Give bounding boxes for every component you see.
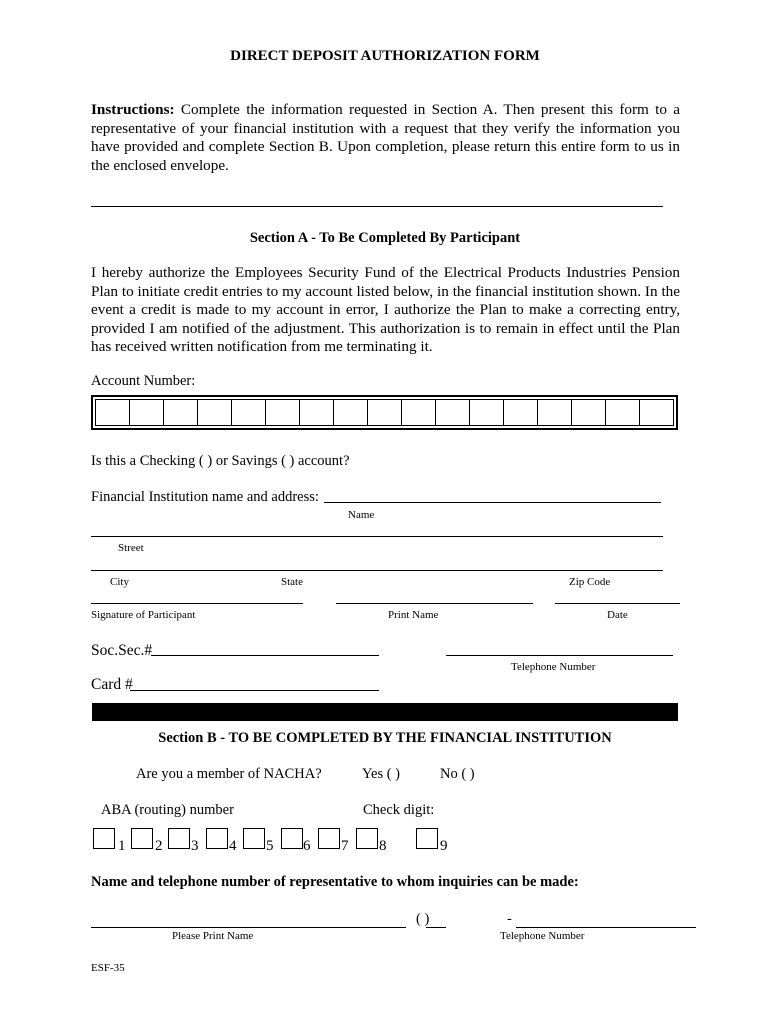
account-digit-box[interactable] — [130, 400, 164, 425]
account-number-boxes[interactable] — [91, 395, 678, 430]
account-digit-box[interactable] — [504, 400, 538, 425]
account-digit-box[interactable] — [266, 400, 300, 425]
routing-digit-box[interactable] — [281, 828, 303, 849]
aba-label: ABA (routing) number — [101, 802, 234, 818]
nacha-yes-option[interactable]: Yes ( ) — [362, 766, 401, 782]
form-code: ESF-35 — [91, 962, 125, 974]
representative-name-line[interactable] — [91, 927, 406, 928]
divider-line — [91, 206, 663, 207]
routing-digit-label: 4 — [229, 838, 237, 854]
nacha-question: Are you a member of NACHA? — [136, 766, 322, 782]
ssn-line[interactable] — [151, 655, 379, 656]
date-line[interactable] — [555, 603, 680, 604]
signature-caption: Signature of Participant — [91, 609, 196, 621]
routing-digit-label: 3 — [191, 838, 199, 854]
nacha-no-option[interactable]: No ( ) — [440, 766, 475, 782]
telephone-caption: Telephone Number — [511, 661, 596, 673]
account-digit-box[interactable] — [300, 400, 334, 425]
routing-digit-label: 7 — [341, 838, 349, 854]
date-caption: Date — [607, 609, 628, 621]
signature-line[interactable] — [91, 603, 303, 604]
account-digit-box[interactable] — [96, 400, 130, 425]
routing-digit-box[interactable] — [356, 828, 378, 849]
section-a-heading: Section A - To Be Completed By Participant — [249, 230, 521, 246]
account-digit-box[interactable] — [572, 400, 606, 425]
check-digit-number: 9 — [440, 838, 448, 854]
city-caption: City — [110, 576, 129, 588]
account-digit-box[interactable] — [368, 400, 402, 425]
routing-digit-label: 5 — [266, 838, 274, 854]
representative-label: Name and telephone number of representative to whom inquiries can be made: — [91, 874, 579, 890]
account-digit-box[interactable] — [436, 400, 470, 425]
instructions-paragraph — [91, 101, 680, 175]
routing-digit-box[interactable] — [168, 828, 190, 849]
print-name-line[interactable] — [336, 603, 533, 604]
street-line[interactable] — [91, 536, 663, 537]
state-caption: State — [281, 576, 303, 588]
account-digit-box[interactable] — [470, 400, 504, 425]
routing-digit-label: 8 — [379, 838, 387, 854]
street-caption: Street — [118, 542, 144, 554]
account-digit-box[interactable] — [538, 400, 572, 425]
authorization-paragraph: I hereby authorize the Employees Security Fund of the Electrical Products Industries Pension Plan to initiate credit entries to my account listed below, in the financial institution shown. In the event a credit is made to my account in error, I authorize the Plan to make a correcting entry, provided I am notified of the adjustment. This authorization is to remain in effect until the Plan has received written notification from me terminating it. — [91, 264, 680, 356]
form-title: DIRECT DEPOSIT AUTHORIZATION FORM — [230, 48, 540, 64]
check-digit-box[interactable] — [416, 828, 438, 849]
zip-caption: Zip Code — [569, 576, 611, 588]
account-digit-box[interactable] — [606, 400, 640, 425]
institution-name-line[interactable] — [324, 502, 661, 503]
card-label: Card # — [91, 676, 133, 693]
please-print-name-caption: Please Print Name — [172, 930, 254, 942]
section-separator-bar — [92, 703, 678, 721]
routing-digit-box[interactable] — [93, 828, 115, 849]
routing-digit-box[interactable] — [131, 828, 153, 849]
account-number-label: Account Number: — [91, 373, 196, 389]
card-line[interactable] — [130, 690, 379, 691]
representative-phone-line[interactable] — [516, 927, 696, 928]
check-digit-label: Check digit: — [363, 802, 435, 818]
name-caption: Name — [348, 509, 375, 521]
routing-digit-box[interactable] — [318, 828, 340, 849]
routing-digit-box[interactable] — [206, 828, 228, 849]
account-digit-box[interactable] — [402, 400, 436, 425]
phone-dash: - — [507, 911, 512, 927]
account-digit-box[interactable] — [640, 400, 673, 425]
phone-area-line[interactable] — [426, 927, 446, 928]
account-digit-box[interactable] — [164, 400, 198, 425]
institution-label: Financial Institution name and address: — [91, 489, 319, 505]
ssn-label: Soc.Sec.# — [91, 642, 153, 659]
section-b-heading: Section B - TO BE COMPLETED BY THE FINANCIAL INSTITUTION — [158, 730, 612, 746]
account-type-question: Is this a Checking ( ) or Savings ( ) account? — [91, 453, 350, 469]
routing-digit-box[interactable] — [243, 828, 265, 849]
account-digit-box[interactable] — [232, 400, 266, 425]
routing-digit-label: 1 — [118, 838, 126, 854]
phone-area-code: ( ) — [416, 911, 430, 927]
rep-telephone-caption: Telephone Number — [500, 930, 585, 942]
instructions-text: Complete the information requested in Section A. Then present this form to a representative of your financial institution with a request that they verify the information you have provided and complete Section B. Upon completion, please return this entire form to us in the enclosed envelope. — [91, 101, 680, 174]
telephone-line[interactable] — [446, 655, 673, 656]
routing-digit-label: 2 — [155, 838, 163, 854]
instructions-label: Instructions: — [91, 101, 175, 118]
account-digit-box[interactable] — [334, 400, 368, 425]
print-name-caption: Print Name — [388, 609, 439, 621]
city-state-zip-line[interactable] — [91, 570, 663, 571]
routing-digit-label: 6 — [303, 838, 311, 854]
account-digit-box[interactable] — [198, 400, 232, 425]
